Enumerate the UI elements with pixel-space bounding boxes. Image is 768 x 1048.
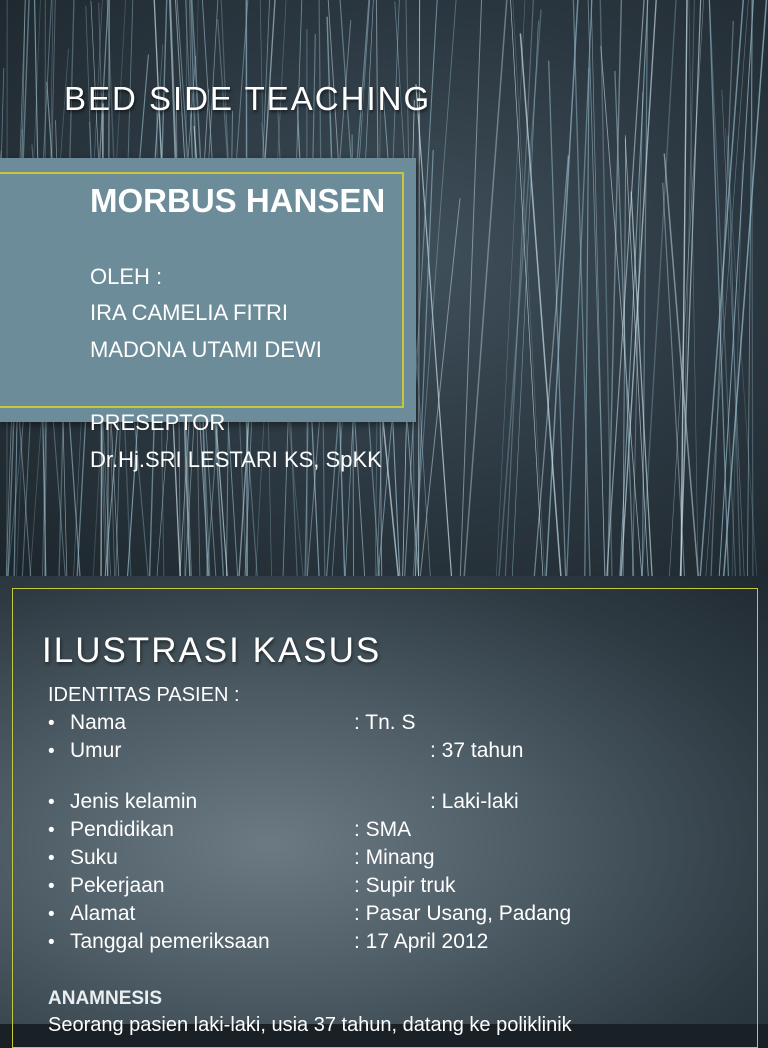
slide-2-title: ILUSTRASI KASUS [42,631,381,671]
author-2: MADONA UTAMI DEWI [90,337,322,363]
author-1: IRA CAMELIA FITRI [90,300,288,326]
background-line [416,84,453,590]
background-line [463,0,507,590]
bullet-icon: • [48,820,55,842]
background-line [498,9,541,590]
background-line [533,156,568,591]
slide-1-subtitle: MORBUS HANSEN [90,182,385,220]
bullet-icon: • [48,848,55,870]
background-line [419,198,460,590]
background-line [728,135,740,590]
slide-2 [0,576,768,1024]
preceptor-label: PRESEPTOR [90,410,225,436]
preceptor-name: Dr.Hj.SRI LESTARI KS, SpKK [90,447,382,473]
row-label-umur: Umur [70,739,121,763]
row-label-nama: Nama [70,711,126,735]
row-value-jenis-kelamin: : Laki-laki [430,790,519,814]
background-line [607,0,621,590]
section-heading: IDENTITAS PASIEN : [48,684,240,707]
background-line [709,0,729,590]
background-line [631,192,653,591]
row-value-tanggal: : 17 April 2012 [354,930,488,954]
bullet-icon: • [48,876,55,898]
row-value-pendidikan: : SMA [354,818,411,842]
row-value-suku: : Minang [354,846,435,870]
row-value-alamat: : Pasar Usang, Padang [354,902,571,926]
row-label-tanggal: Tanggal pemeriksaan [70,930,270,954]
background-line [723,0,768,590]
background-line [705,0,749,590]
row-label-pendidikan: Pendidikan [70,818,174,842]
row-value-nama: : Tn. S [354,711,415,735]
bullet-icon: • [48,741,55,763]
row-value-umur: : 37 tahun [430,739,523,763]
anamnesis-heading: ANAMNESIS [48,988,162,1010]
bullet-icon: • [48,932,55,954]
row-label-suku: Suku [70,846,118,870]
oleh-label: OLEH : [90,264,162,290]
background-line [460,0,482,590]
bullet-icon: • [48,792,55,814]
bullet-icon: • [48,904,55,926]
background-line [510,0,544,590]
row-label-pekerjaan: Pekerjaan [70,874,165,898]
background-line [545,0,578,590]
row-label-alamat: Alamat [70,902,135,926]
background-line [600,0,612,590]
row-label-jenis-kelamin: Jenis kelamin [70,790,197,814]
background-line [588,0,606,590]
row-value-pekerjaan: : Supir truk [354,874,456,898]
anamnesis-text: Seorang pasien laki-laki, usia 37 tahun, datang ke poliklinik [48,1014,572,1037]
bullet-icon: • [48,713,55,735]
background-line [549,61,566,590]
slide-1-title: BED SIDE TEACHING [64,80,431,118]
